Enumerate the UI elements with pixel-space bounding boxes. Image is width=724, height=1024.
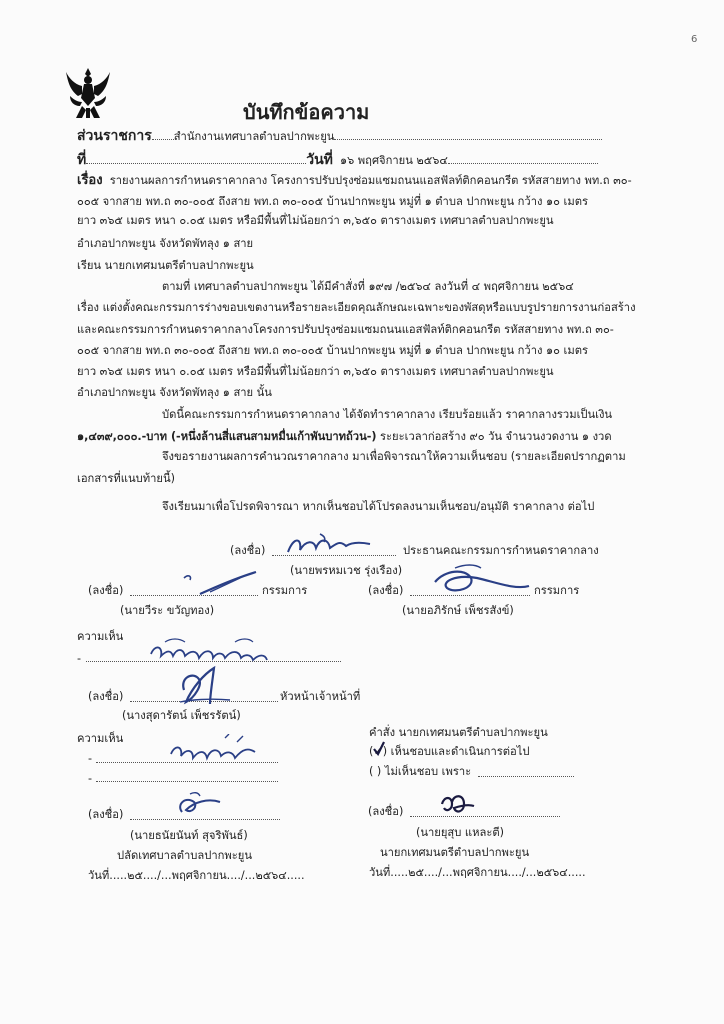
- opinion-handwriting: [145, 636, 285, 664]
- opinion-label: ความเห็น: [77, 630, 124, 643]
- agency-value: สำนักงานเทศบาลตำบลปากพะยูน: [173, 130, 335, 143]
- head-signature: [170, 664, 240, 708]
- reject-checkbox[interactable]: ( ): [369, 765, 382, 778]
- mayor-title: นายกเทศมนตรีตำบลปากพะยูน: [380, 846, 530, 859]
- body-line: ยาว ๓๖๕ เมตร หนา ๐.๐๕ เมตร หรือมีพื้นที่ไม่น้อยกว่า ๓,๖๕๐ ตารางเมตร เทศบาลตำบลปากพะยูน: [77, 365, 554, 378]
- recipient-line: เรียน นายกเทศมนตรีตำบลปากพะยูน: [77, 259, 254, 272]
- deputy-date: วันที่.....๒๕..../...พฤศจิกายน..../...๒๕๖๔.....: [88, 869, 305, 882]
- body-line: ตามที่ เทศบาลตำบลปากพะยูน ได้มีคำสั่งที่ ๑๙๗ /๒๕๖๔ ลงวันที่ ๔ พฤศจิกายน ๒๕๖๔: [162, 280, 574, 293]
- member-role: กรรมการ: [534, 584, 580, 597]
- body-line: ๐๐๕ จากสาย พท.ถ ๓๐-๐๐๕ ถึงสาย พท.ถ ๓๐-๐๐๕ บ้านปากพะยูน หมู่ที่ ๑ ตำบล ปากพะยูน กว้าง ๑๐ เมตร: [77, 344, 588, 357]
- opinion-dash: -: [77, 652, 82, 665]
- duration-text: ระยะเวลาก่อสร้าง ๙๐ วัน จำนวนงวดงาน ๑ งวด: [376, 430, 612, 443]
- member1-name: (นายวีระ ขวัญทอง): [120, 604, 215, 617]
- sign-label: (ลงชื่อ): [368, 584, 404, 597]
- body-line: จึงเรียนมาเพื่อโปรดพิจารณา หากเห็นชอบได้โปรดลงนามเห็นชอบ/อนุมัติ ราคากลาง ต่อไป: [162, 500, 595, 513]
- agency-label: ส่วนราชการ: [77, 128, 152, 144]
- subject-line: อำเภอปากพะยูน จังหวัดพัทลุง ๑ สาย: [77, 237, 254, 250]
- opinion-dash: -: [88, 772, 93, 785]
- document-title: บันทึกข้อความ: [243, 100, 370, 124]
- sign-label: (ลงชื่อ): [230, 544, 266, 557]
- approve-checkbox[interactable]: (✓): [369, 745, 388, 758]
- head-role: หัวหน้าเจ้าหน้าที่: [280, 690, 361, 703]
- body-line: จึงขอรายงานผลการคำนวณราคากลาง มาเพื่อพิจารณาให้ความเห็นชอบ (รายละเอียดปรากฏตาม: [162, 450, 626, 463]
- subject-label: เรื่อง: [77, 173, 103, 188]
- body-line: อำเภอปากพะยูน จังหวัดพัทลุง ๑ สาย นั้น: [77, 386, 272, 399]
- member2-name: (นายอภิรักษ์ เพ็ชรสังข์): [402, 604, 514, 617]
- sign-label: (ลงชื่อ): [368, 805, 404, 818]
- opinion-label: ความเห็น: [77, 732, 124, 745]
- ref-label: ที่: [77, 152, 87, 168]
- checkmark-icon: [372, 740, 386, 756]
- body-line: เรื่อง แต่งตั้งคณะกรรมการร่างขอบเขตงานหรือรายละเอียดคุณลักษณะเฉพาะของพัสดุหรือแบบรูปรายการงานก่อสร้าง: [77, 301, 636, 314]
- reject-option-label: ไม่เห็นชอบ เพราะ: [384, 765, 472, 778]
- opinion-dash: -: [88, 752, 93, 765]
- opinion-handwriting: [165, 734, 265, 762]
- member2-signature: [425, 560, 535, 600]
- chair-name: (นายพรหมเวช รุ่งเรือง): [290, 564, 403, 577]
- total-amount: ๑,๔๓๙,๐๐๐.-บาท (-หนึ่งล้านสี่แสนสามหมื่นเก้าพันบาทถ้วน-): [77, 430, 377, 443]
- chair-role: ประธานคณะกรรมการกำหนดราคากลาง: [403, 544, 599, 557]
- head-name: (นางสุดารัตน์ เพ็ชรรัตน์): [122, 709, 241, 722]
- deputy-signature: [168, 788, 228, 820]
- approve-option-label: เห็นชอบและดำเนินการต่อไป: [390, 745, 530, 758]
- mayor-signature: [436, 790, 476, 820]
- date-label: วันที่: [306, 152, 333, 168]
- sign-label: (ลงชื่อ): [88, 808, 124, 821]
- chair-signature: [280, 530, 380, 560]
- sign-label: (ลงชื่อ): [88, 690, 124, 703]
- date-value: ๑๖ พฤศจิกายน ๒๕๖๔: [340, 154, 448, 167]
- member1-signature: [170, 566, 266, 600]
- member-role: กรรมการ: [262, 584, 308, 597]
- body-line: และคณะกรรมการกำหนดราคากลางโครงการปรับปรุงซ่อมแซมถนนแอสฟัลท์ติกคอนกรีต รหัสสายทาง พท.ถ ๓๐-: [77, 323, 614, 336]
- body-line: บัดนี้คณะกรรมการกำหนดราคากลาง ได้จัดทำราคากลาง เรียบร้อยแล้ว ราคากลางรวมเป็นเงิน: [162, 408, 613, 421]
- body-line: เอกสารที่แนบท้ายนี้): [77, 472, 175, 485]
- order-label: คำสั่ง นายกเทศมนตรีตำบลปากพะยูน: [369, 726, 548, 739]
- deputy-name: (นายธนัยนันท์ สุจริพันธ์): [130, 829, 248, 842]
- page-number: 6: [691, 34, 698, 45]
- garuda-emblem-icon: [64, 66, 112, 122]
- subject-line: รายงานผลการกำหนดราคากลาง โครงการปรับปรุงซ่อมแซมถนนแอสฟัลท์ติกคอนกรีต รหัสสายทาง พท.ถ ๓๐-: [109, 174, 632, 187]
- mayor-name: (นายยุสุบ แหละตี): [416, 826, 504, 839]
- subject-line: ยาว ๓๖๕ เมตร หนา ๐.๐๕ เมตร หรือมีพื้นที่ไม่น้อยกว่า ๓,๖๕๐ ตารางเมตร เทศบาลตำบลปากพะยูน: [77, 214, 554, 227]
- sign-label: (ลงชื่อ): [88, 584, 124, 597]
- subject-line: ๐๐๕ จากสาย พท.ถ ๓๐-๐๐๕ ถึงสาย พท.ถ ๓๐-๐๐๕ บ้านปากพะยูน หมู่ที่ ๑ ตำบล ปากพะยูน กว้าง ๑๐ เมตร: [77, 195, 588, 208]
- mayor-date: วันที่.....๒๕..../...พฤศจิกายน..../...๒๕๖๔.....: [369, 866, 586, 879]
- deputy-title: ปลัดเทศบาลตำบลปากพะยูน: [117, 849, 253, 862]
